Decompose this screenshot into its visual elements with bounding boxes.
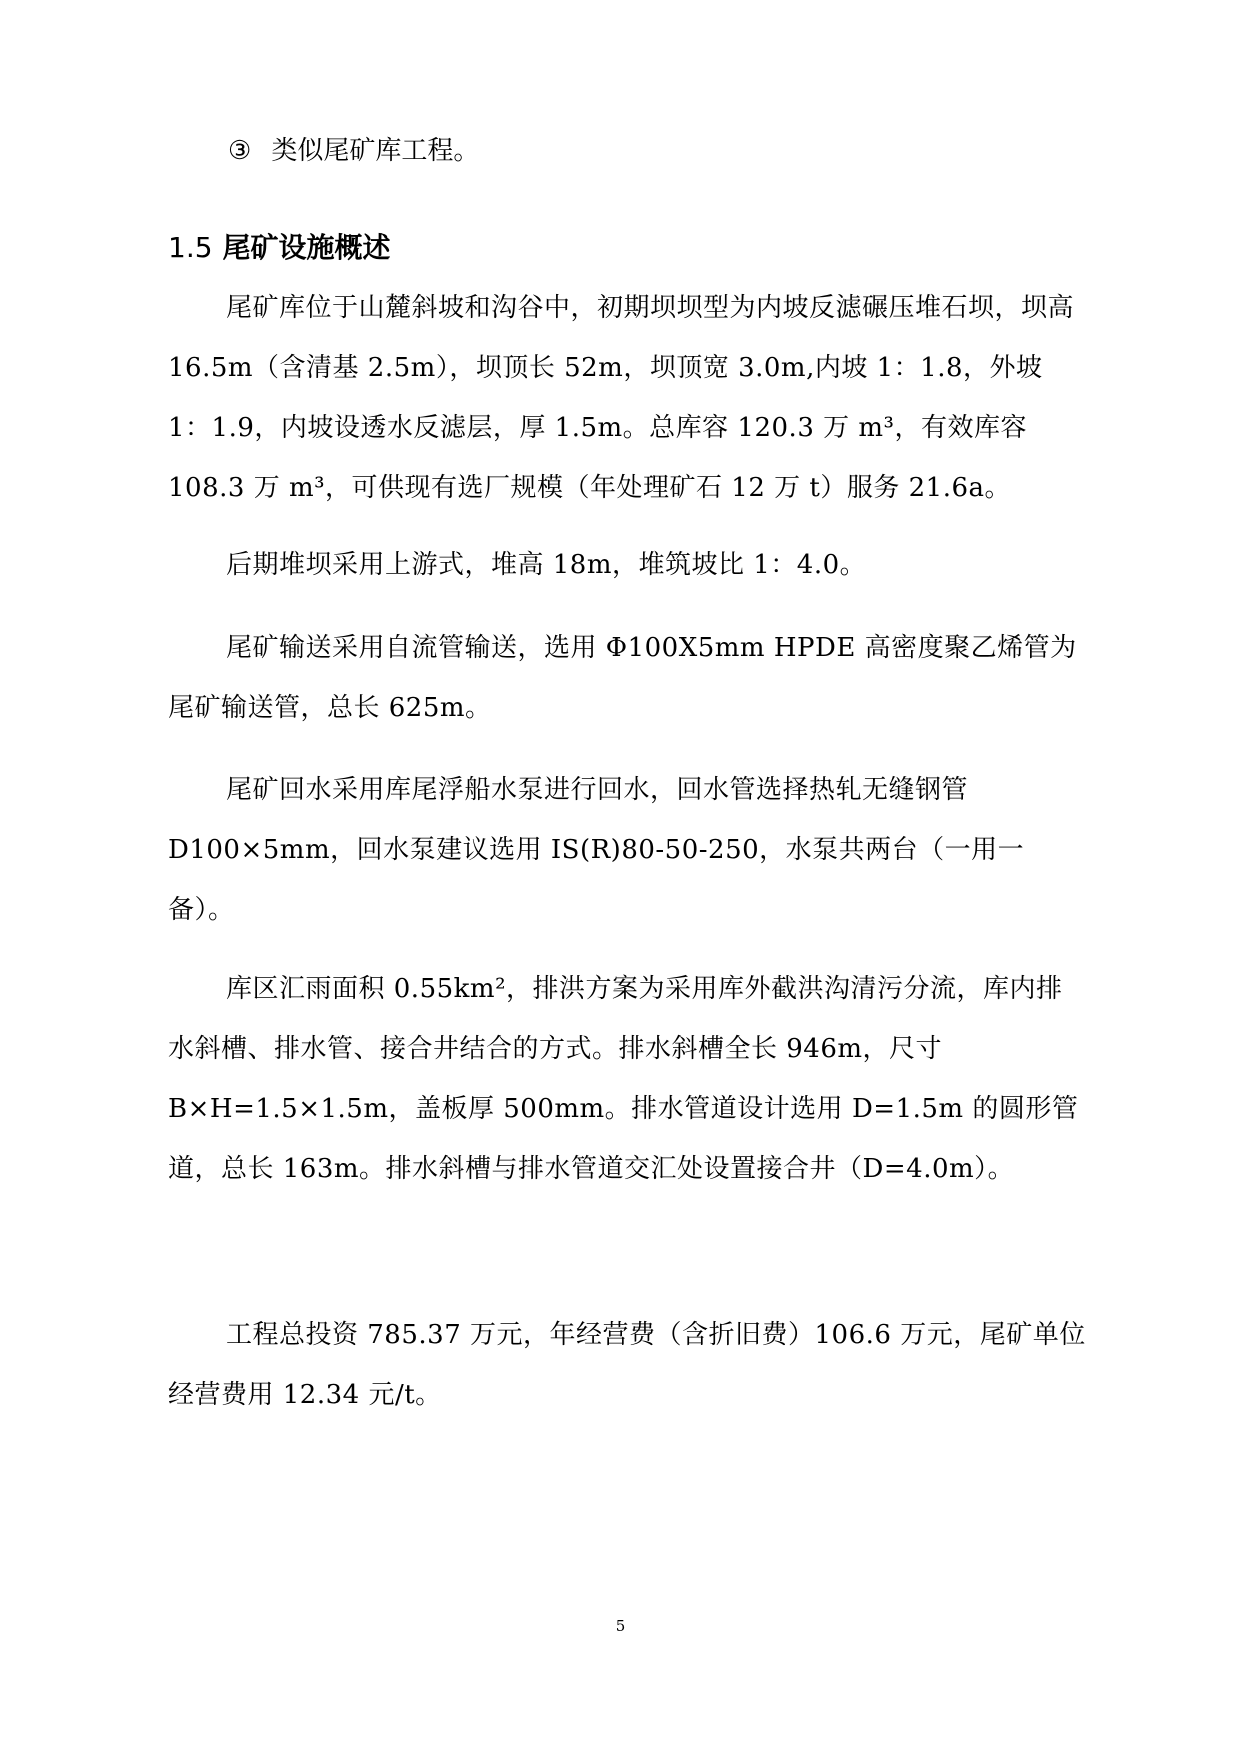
paragraph-tailings-transport: 尾矿输送采用自流管输送，选用 Φ100X5mm HPDE 高密度聚乙烯管为尾矿输送管，总长 625m。 (168, 633, 1077, 723)
paragraph-investment: 工程总投资 785.37 万元，年经营费（含折旧费）106.6 万元，尾矿单位经营费用 12.34 元/t。 (168, 1320, 1086, 1410)
page-number: 5 (615, 1617, 626, 1635)
paragraph-water-return: 尾矿回水采用库尾浮船水泵进行回水，回水管选择热轧无缝钢管 D100×5mm，回水泵建议选用 IS(R)80-50-250，水泵共两台（一用一备）。 (168, 775, 1025, 925)
section-title: 尾矿设施概述 (222, 231, 391, 264)
section-number: 1.5 (168, 231, 213, 264)
paragraph-flood-drainage: 库区汇雨面积 0.55km²，排洪方案为采用库外截洪沟清污分流，库内排水斜槽、排水管、接合井结合的方式。排水斜槽全长 946m，尺寸 B×H=1.5×1.5m，盖板厚 500mm。排水管道设计选用 D=1.5m 的圆形管道，总长 163m。排水斜槽与排水管道交汇处设置接合井（D=4.0m）。 (168, 974, 1079, 1184)
section-heading (168, 218, 391, 278)
list-marker: ③ (228, 136, 252, 166)
list-item-text: 类似尾矿库工程。 (271, 136, 480, 166)
paragraph-dam-overview: 尾矿库位于山麓斜坡和沟谷中，初期坝坝型为内坡反滤碾压堆石坝，坝高 16.5m（含清基 2.5m），坝顶长 52m，坝顶宽 3.0m,内坡 1：1.8，外坡 1：1.9，内坡设透水反滤层，厚 1.5m。总库容 120.3 万 m³，有效库容 108.3 万 m³，可供现有选厂规模（年处理矿石 12 万 t）服务 21.6a。 (168, 293, 1075, 503)
paragraph-later-dam: 后期堆坝采用上游式，堆高 18m，堆筑坡比 1：4.0。 (226, 550, 867, 580)
list-item (228, 121, 479, 181)
